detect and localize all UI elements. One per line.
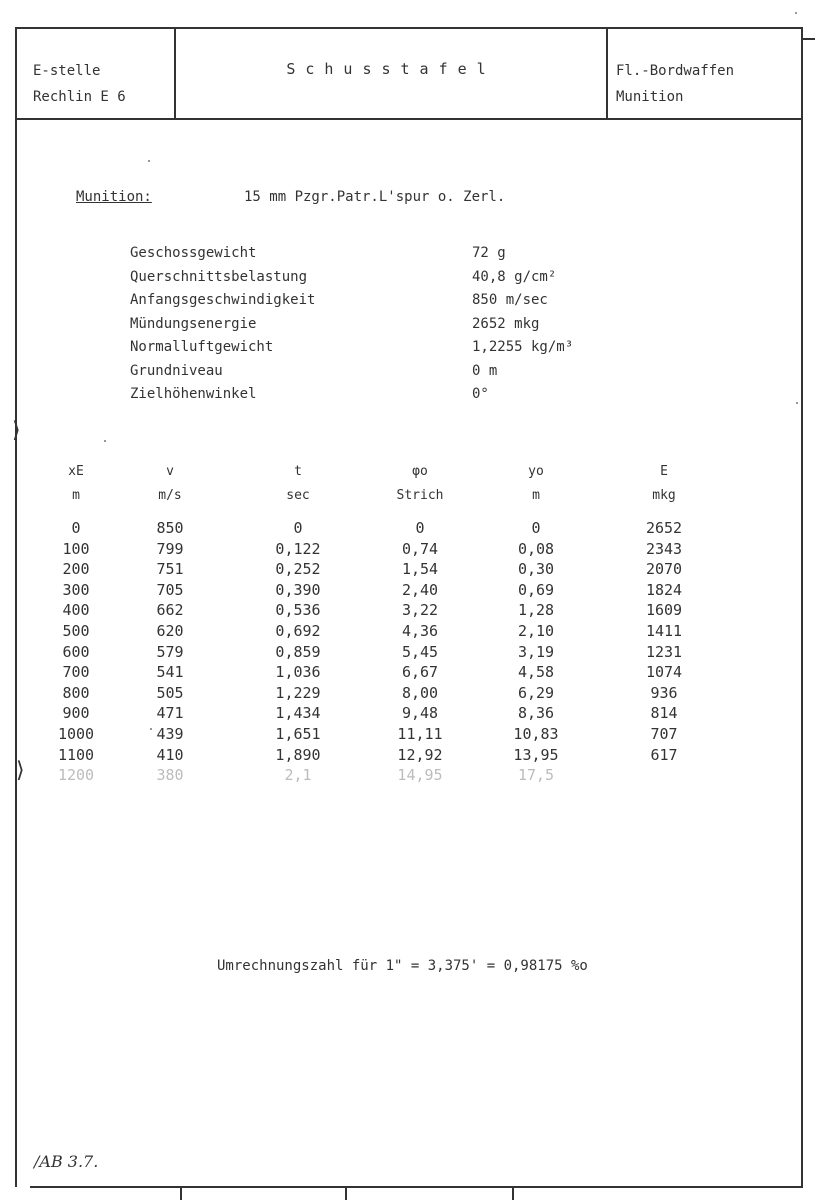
table-cell: 200 <box>62 560 90 579</box>
table-cell: 471 <box>156 704 184 723</box>
table-cell: 936 <box>650 683 678 702</box>
header-divider-right <box>606 27 608 119</box>
table-cell: 1,651 <box>275 724 321 743</box>
frame-right-line <box>801 27 803 1187</box>
table-cell: 1200 <box>57 766 95 785</box>
left-margin-mark: ⟩ <box>12 418 21 443</box>
parameter-row <box>130 266 650 290</box>
firing-table <box>40 460 760 786</box>
table-row <box>40 539 760 560</box>
table-cell: 0 <box>71 519 81 537</box>
table-cell: 3,19 <box>517 642 555 661</box>
table-cell: 700 <box>62 663 90 682</box>
scan-speck <box>104 440 106 442</box>
table-cell: 8,36 <box>517 704 555 723</box>
table-cell: 11,11 <box>397 724 443 743</box>
faded-footnotes <box>100 905 720 953</box>
munition-description: 15 mm Pzgr.Patr.L'spur o. Zerl. <box>244 189 506 205</box>
table-row <box>40 559 760 580</box>
parameter-row <box>130 360 650 384</box>
table-header-symbols <box>40 460 760 484</box>
parameter-label: Normalluftgewicht <box>130 339 274 355</box>
column-symbol: E <box>660 464 668 479</box>
table-cell: 439 <box>156 724 184 743</box>
parameter-label: Zielhöhenwinkel <box>130 386 257 402</box>
header-subcategory: Munition <box>616 89 684 105</box>
parameter-list <box>130 242 650 407</box>
table-cell: 1,890 <box>275 745 321 764</box>
table-row <box>40 724 760 745</box>
table-cell: 0,692 <box>275 621 321 640</box>
table-cell: 17,5 <box>517 766 555 785</box>
column-unit: sec <box>286 488 310 503</box>
table-cell: 0,74 <box>401 539 439 558</box>
table-cell: 0,69 <box>517 580 555 599</box>
bottom-divider <box>512 1186 514 1200</box>
table-row <box>40 580 760 601</box>
table-cell: 707 <box>650 724 678 743</box>
table-cell: 6,67 <box>401 663 439 682</box>
header-department: Rechlin E 6 <box>33 89 126 105</box>
frame-top-line <box>15 27 803 29</box>
table-row <box>40 765 760 786</box>
parameter-value: 0 m <box>472 362 498 379</box>
left-margin-mark: ⟩ <box>16 758 25 783</box>
table-cell: 300 <box>62 580 90 599</box>
table-cell: 0 <box>293 519 303 537</box>
table-row <box>40 703 760 724</box>
table-cell: 12,92 <box>397 745 443 764</box>
parameter-label: Grundniveau <box>130 362 223 379</box>
column-symbol: φo <box>412 464 428 479</box>
table-cell: 0,390 <box>275 580 321 599</box>
column-symbol: xE <box>68 464 84 479</box>
bottom-divider <box>345 1186 347 1200</box>
handwritten-annotation: /AB 3.7. <box>34 1152 99 1171</box>
table-cell: 1100 <box>57 745 95 764</box>
footnote-line <box>100 905 720 929</box>
table-cell: 2,40 <box>401 580 439 599</box>
table-cell: 799 <box>156 539 184 558</box>
parameter-label: Mündungsenergie <box>130 315 257 332</box>
table-cell: 400 <box>62 601 90 620</box>
bottom-divider <box>180 1186 182 1200</box>
scan-speck <box>796 402 798 404</box>
table-cell: 3,22 <box>401 601 439 620</box>
footnote-line <box>100 929 720 953</box>
table-row <box>40 518 760 539</box>
table-cell: 1411 <box>645 621 683 640</box>
table-cell: 380 <box>156 766 184 785</box>
parameter-row <box>130 242 650 266</box>
table-cell: 579 <box>156 642 184 661</box>
table-cell: 0,536 <box>275 601 321 620</box>
table-cell: 2652 <box>645 519 683 537</box>
table-cell: 1,036 <box>275 663 321 682</box>
table-cell: 500 <box>62 621 90 640</box>
table-cell: 1609 <box>645 601 683 620</box>
parameter-row <box>130 336 650 360</box>
table-cell: 850 <box>156 519 184 537</box>
table-cell: 662 <box>156 601 184 620</box>
table-cell: 0,30 <box>517 560 555 579</box>
parameter-row <box>130 289 650 313</box>
table-cell: 800 <box>62 683 90 702</box>
column-unit: Strich <box>396 488 444 503</box>
parameter-value: 850 m/sec <box>472 292 548 308</box>
table-cell: 6,29 <box>517 683 555 702</box>
scan-speck <box>148 160 150 162</box>
table-cell: 2,1 <box>284 766 312 785</box>
table-cell: 541 <box>156 663 184 682</box>
column-unit: m/s <box>158 488 182 503</box>
table-cell: 814 <box>650 704 678 723</box>
table-cell: 13,95 <box>513 745 559 764</box>
table-cell: 620 <box>156 621 184 640</box>
table-cell: 0 <box>415 519 425 537</box>
column-symbol: t <box>294 464 302 479</box>
table-cell: 1,229 <box>275 683 321 702</box>
table-row <box>40 642 760 663</box>
table-cell: 0,252 <box>275 560 321 579</box>
header-category: Fl.-Bordwaffen <box>616 63 735 79</box>
parameter-label: Geschossgewicht <box>130 245 257 261</box>
column-symbol: v <box>166 464 174 479</box>
table-cell: 1000 <box>57 724 95 743</box>
scan-speck <box>795 12 797 14</box>
table-cell: 4,58 <box>517 663 555 682</box>
table-cell: 2070 <box>645 560 683 579</box>
scan-speck <box>150 728 152 730</box>
table-cell: 8,00 <box>401 683 439 702</box>
table-cell: 1,54 <box>401 560 439 579</box>
table-cell <box>600 765 728 786</box>
table-row <box>40 621 760 642</box>
bottom-frame-line <box>30 1186 803 1188</box>
table-cell: 10,83 <box>513 724 559 743</box>
column-symbol: yo <box>528 464 544 479</box>
header-left-cell <box>33 58 173 110</box>
header-right-cell <box>616 58 800 110</box>
table-row <box>40 662 760 683</box>
table-cell: 4,36 <box>401 621 439 640</box>
table-cell: 0,122 <box>275 539 321 558</box>
table-cell: 0,08 <box>517 539 555 558</box>
table-row <box>40 600 760 621</box>
table-cell: 1824 <box>645 580 683 599</box>
parameter-row <box>130 313 650 337</box>
table-cell: 2343 <box>645 539 683 558</box>
table-cell: 1074 <box>645 663 683 682</box>
table-cell: 1231 <box>645 642 683 661</box>
table-row <box>40 745 760 766</box>
table-cell: 505 <box>156 683 184 702</box>
table-cell: 617 <box>650 745 678 764</box>
table-cell: 14,95 <box>397 766 443 785</box>
table-cell: 1,28 <box>517 601 555 620</box>
table-cell: 2,10 <box>517 621 555 640</box>
table-cell: 705 <box>156 580 184 599</box>
parameter-label: Anfangsgeschwindigkeit <box>130 292 316 308</box>
parameter-value: 40,8 g/cm² <box>472 268 557 285</box>
parameter-label: Querschnittsbelastung <box>130 268 308 285</box>
column-unit: m <box>72 488 80 503</box>
parameter-row <box>130 383 650 407</box>
table-cell: 9,48 <box>401 704 439 723</box>
corner-tick <box>803 38 815 40</box>
table-row <box>40 683 760 704</box>
table-cell: 5,45 <box>401 642 439 661</box>
parameter-value: 72 g <box>472 245 506 261</box>
parameter-value: 0° <box>472 386 489 402</box>
table-cell: 751 <box>156 560 184 579</box>
munition-label: Munition: <box>76 189 152 205</box>
column-unit: m <box>532 488 540 503</box>
table-cell: 0 <box>531 519 541 537</box>
parameter-value: 1,2255 kg/m³ <box>472 339 574 355</box>
frame-left-line <box>15 27 17 1187</box>
conversion-factor-note: Umrechnungszahl für 1" = 3,375' = 0,98175 %o <box>217 958 588 974</box>
table-cell: 1,434 <box>275 704 321 723</box>
table-cell: 900 <box>62 704 90 723</box>
parameter-value: 2652 mkg <box>472 315 540 332</box>
table-header-units <box>40 484 760 508</box>
table-cell: 100 <box>62 539 90 558</box>
header-bottom-line <box>15 118 803 120</box>
table-cell: 410 <box>156 745 184 764</box>
header-agency: E-stelle <box>33 63 101 79</box>
table-cell: 600 <box>62 642 90 661</box>
table-cell: 0,859 <box>275 642 321 661</box>
document-title: Schusstafel <box>286 60 496 78</box>
column-unit: mkg <box>652 488 676 503</box>
